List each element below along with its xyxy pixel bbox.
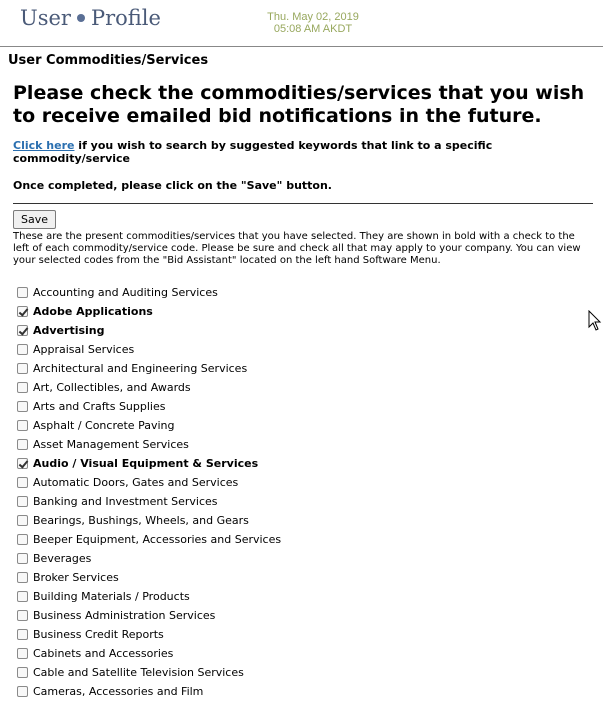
- commodity-label: Appraisal Services: [33, 343, 135, 356]
- commodity-list: [17, 283, 417, 701]
- commodity-row[interactable]: [17, 378, 417, 397]
- commodity-row[interactable]: [17, 606, 417, 625]
- checkbox[interactable]: [17, 363, 28, 374]
- checkbox[interactable]: [17, 420, 28, 431]
- commodity-label: Asphalt / Concrete Paving: [33, 419, 175, 432]
- commodity-row[interactable]: [17, 511, 417, 530]
- checkbox-checked[interactable]: [17, 325, 28, 336]
- checkbox[interactable]: [17, 591, 28, 602]
- commodity-label: Art, Collectibles, and Awards: [33, 381, 191, 394]
- commodity-label: Banking and Investment Services: [33, 495, 218, 508]
- checkbox-checked[interactable]: [17, 306, 28, 317]
- commodity-label: Business Credit Reports: [33, 628, 164, 641]
- checkbox[interactable]: [17, 667, 28, 678]
- commodity-label: Broker Services: [33, 571, 119, 584]
- commodity-row[interactable]: [17, 283, 417, 302]
- commodity-row[interactable]: [17, 644, 417, 663]
- header-divider: [0, 46, 603, 47]
- commodity-row[interactable]: [17, 397, 417, 416]
- date-text: Thu. May 02, 2019: [267, 11, 359, 23]
- selection-info: These are the present commodities/services that you have selected. They are shown in bold with a check to the left of each commodity/service code. Please be sure and check all that may apply to your company. You can view your selected codes from the "Bid Assistant" located on the left hand Software Menu.: [13, 231, 581, 266]
- commodity-row[interactable]: [17, 568, 417, 587]
- commodity-row[interactable]: [17, 302, 417, 321]
- page-header: [0, 0, 603, 46]
- commodity-label: Beverages: [33, 552, 92, 565]
- checkbox[interactable]: [17, 572, 28, 583]
- save-button[interactable]: Save: [13, 210, 56, 229]
- checkbox[interactable]: [17, 496, 28, 507]
- circle-icon: [77, 14, 85, 22]
- search-instructions-text: if you wish to search by suggested keywords that link to a specific commodity/service: [13, 139, 493, 165]
- commodity-label: Adobe Applications: [33, 305, 153, 318]
- search-instructions: [13, 139, 598, 165]
- checkbox[interactable]: [17, 382, 28, 393]
- commodity-row[interactable]: [17, 587, 417, 606]
- commodity-row[interactable]: [17, 321, 417, 340]
- commodity-label: Cameras, Accessories and Film: [33, 685, 204, 698]
- checkbox-checked[interactable]: [17, 458, 28, 469]
- commodity-row[interactable]: [17, 492, 417, 511]
- commodity-row[interactable]: [17, 625, 417, 644]
- commodity-label: Cable and Satellite Television Services: [33, 666, 244, 679]
- commodity-label: Business Administration Services: [33, 609, 216, 622]
- checkbox[interactable]: [17, 629, 28, 640]
- checkbox[interactable]: [17, 439, 28, 450]
- checkbox[interactable]: [17, 648, 28, 659]
- commodity-label: Bearings, Bushings, Wheels, and Gears: [33, 514, 249, 527]
- commodity-label: Beeper Equipment, Accessories and Services: [33, 533, 282, 546]
- brand-logo: [20, 6, 161, 30]
- commodity-row[interactable]: [17, 359, 417, 378]
- commodity-label: Cabinets and Accessories: [33, 647, 174, 660]
- divider: [13, 203, 593, 204]
- commodity-row[interactable]: [17, 682, 417, 701]
- checkbox[interactable]: [17, 610, 28, 621]
- checkbox[interactable]: [17, 515, 28, 526]
- commodity-label: Accounting and Auditing Services: [33, 286, 218, 299]
- commodity-label: Architectural and Engineering Services: [33, 362, 248, 375]
- commodity-label: Audio / Visual Equipment & Services: [33, 457, 259, 470]
- save-instructions: Once completed, please click on the "Save" button.: [13, 179, 332, 192]
- time-text: 05:08 AM AKDT: [273, 23, 353, 35]
- commodity-label: Advertising: [33, 324, 105, 337]
- commodity-label: Automatic Doors, Gates and Services: [33, 476, 239, 489]
- checkbox[interactable]: [17, 686, 28, 697]
- page-headline: Please check the commodities/services that you wish to receive emailed bid notifications in the future.: [13, 82, 585, 127]
- keyword-search-link[interactable]: Click here: [13, 139, 75, 152]
- commodity-row[interactable]: [17, 435, 417, 454]
- section-title: User Commodities/Services: [8, 53, 209, 68]
- commodity-row[interactable]: [17, 340, 417, 359]
- checkbox[interactable]: [17, 344, 28, 355]
- brand-word-profile: Profile: [90, 6, 161, 30]
- commodity-row[interactable]: [17, 530, 417, 549]
- commodity-row[interactable]: [17, 473, 417, 492]
- commodity-row[interactable]: [17, 663, 417, 682]
- commodity-label: Asset Management Services: [33, 438, 189, 451]
- commodity-label: Arts and Crafts Supplies: [33, 400, 166, 413]
- checkbox[interactable]: [17, 287, 28, 298]
- checkbox[interactable]: [17, 553, 28, 564]
- checkbox[interactable]: [17, 401, 28, 412]
- datetime: [255, 11, 371, 35]
- commodity-label: Building Materials / Products: [33, 590, 190, 603]
- checkbox[interactable]: [17, 534, 28, 545]
- commodity-row[interactable]: [17, 454, 417, 473]
- brand-word-user: User: [20, 6, 71, 30]
- commodity-row[interactable]: [17, 416, 417, 435]
- mouse-pointer-icon: [588, 310, 602, 332]
- commodity-row[interactable]: [17, 549, 417, 568]
- checkbox[interactable]: [17, 477, 28, 488]
